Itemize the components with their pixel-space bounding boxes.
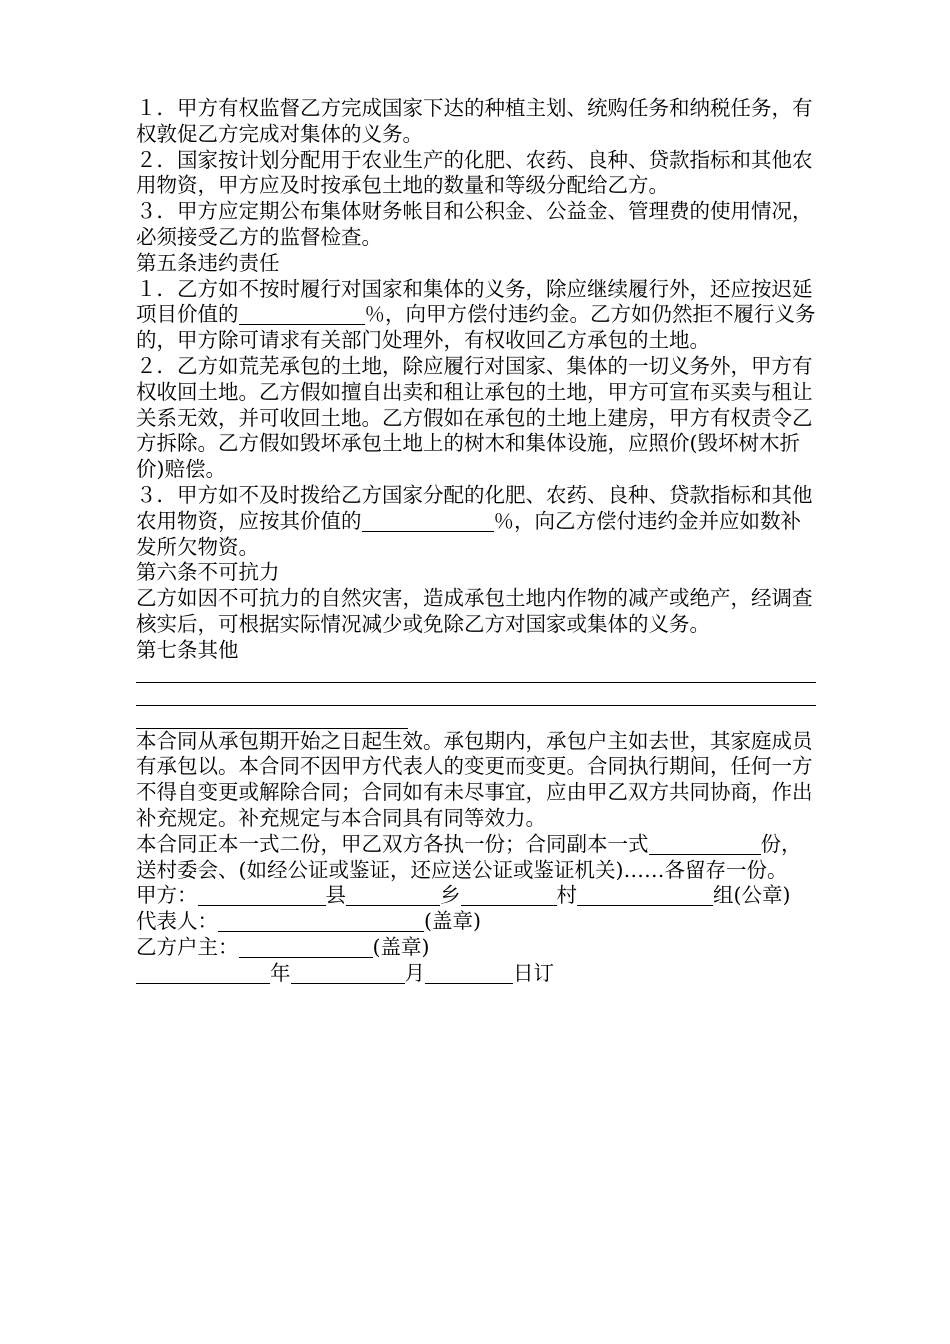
section6-body: 乙方如因不可抗力的自然灾害，造成承包土地内作物的减产或绝产，经调查核实后，可根据实际情况减少或免除乙方对国家或集体的义务。 (136, 586, 813, 636)
representative-seal: (盖章) (424, 909, 481, 934)
party-b-line (136, 935, 816, 961)
blank-year (136, 963, 270, 984)
blank-village (461, 885, 557, 906)
blank-group (577, 885, 713, 906)
section5-item1 (136, 277, 816, 354)
blank-penalty-percent (239, 304, 365, 325)
blank-penalty-percent-b (362, 511, 494, 532)
section6-heading: 第六条不可抗力 (136, 560, 280, 585)
party-a-line (136, 883, 816, 909)
party-a-label: 甲方： (136, 883, 198, 908)
blank-day (425, 963, 513, 984)
closing-copies (136, 832, 816, 884)
section4-item3: ３．甲方应定期公布集体财务帐目和公积金、公益金、管理费的使用情况，必须接受乙方的监督检查。 (136, 199, 813, 249)
closing-copies-text-b: 份，送村委会、(如经公证或鉴证，还应送公证或鉴证机关)……各留存一份。 (136, 831, 802, 882)
blank-line (136, 664, 816, 683)
village-label: 村 (556, 883, 577, 908)
representative-label: 代表人： (136, 909, 218, 934)
group-label: 组(公章) (713, 883, 791, 908)
blank-household-head (239, 937, 373, 958)
section5-item1-text-b: ％，向甲方偿付违约金。乙方如仍然拒不履行义务的，甲方除可请求有关部门处理外，有权收回乙方承包的土地。 (136, 302, 816, 353)
party-b-seal: (盖章) (372, 934, 430, 959)
section7-heading: 第七条其他 (136, 637, 239, 662)
party-b-label: 乙方户主： (136, 934, 239, 959)
section5-item2: ２．乙方如荒芜承包的土地，除应履行对国家、集体的一切义务外，甲方有权收回土地。乙方假如擅自出卖和租让承包的土地，甲方可宣布买卖与租让关系无效，并可收回土地。乙方假如在承包的土地上建房，甲方有权责令乙方拆除。乙方假如毁坏承包土地上的树木和集体设施，应照价(毁坏树木折价)赔偿。 (136, 353, 813, 482)
section4-item1: １．甲方有权监督乙方完成国家下达的种植主划、统购任务和纳税任务，有权敦促乙方完成对集体的义务。 (136, 96, 813, 146)
blank-copies-count (649, 834, 761, 855)
blank-line (136, 706, 408, 729)
blank-county (198, 885, 326, 906)
year-label: 年 (270, 960, 291, 985)
blank-month (291, 963, 405, 984)
day-label: 日订 (513, 960, 554, 985)
date-line (136, 961, 816, 987)
blank-representative (218, 911, 424, 932)
closing-effect: 本合同从承包期开始之日起生效。承包期内，承包户主如去世，其家庭成员有承包以。本合同不因甲方代表人的变更而变更。合同执行期间，任何一方不得自变更或解除合同；合同如有未尽事宜，应由甲乙双方共同协商，作出补充规定。补充规定与本合同具有同等效力。 (136, 728, 813, 830)
section5-heading: 第五条违约责任 (136, 250, 280, 275)
township-label: 乡 (440, 883, 461, 908)
blank-line (136, 683, 816, 706)
closing-copies-text-a: 本合同正本一式二份，甲乙双方各执一份；合同副本一式 (136, 831, 649, 856)
month-label: 月 (404, 960, 425, 985)
contract-page (136, 96, 816, 987)
county-label: 县 (325, 883, 346, 908)
section5-item3-text-a: ３．甲方如不及时拨给乙方国家分配的化肥、农药、良种、贷款指标和其他农用物资，应按其价值的 (136, 482, 813, 533)
section5-item3 (136, 483, 816, 560)
blank-township (346, 885, 440, 906)
representative-line (136, 909, 816, 935)
section5-item3-text-b: ％，向乙方偿付违约金并应如数补发所欠物资。 (136, 508, 801, 559)
section5-item1-text-a: １．乙方如不按时履行对国家和集体的义务，除应继续履行外，还应按迟延项目价值的 (136, 276, 813, 327)
section4-item2: ２．国家按计划分配用于农业生产的化肥、农药、良种、贷款指标和其他农用物资，甲方应及时按承包土地的数量和等级分配给乙方。 (136, 147, 813, 198)
